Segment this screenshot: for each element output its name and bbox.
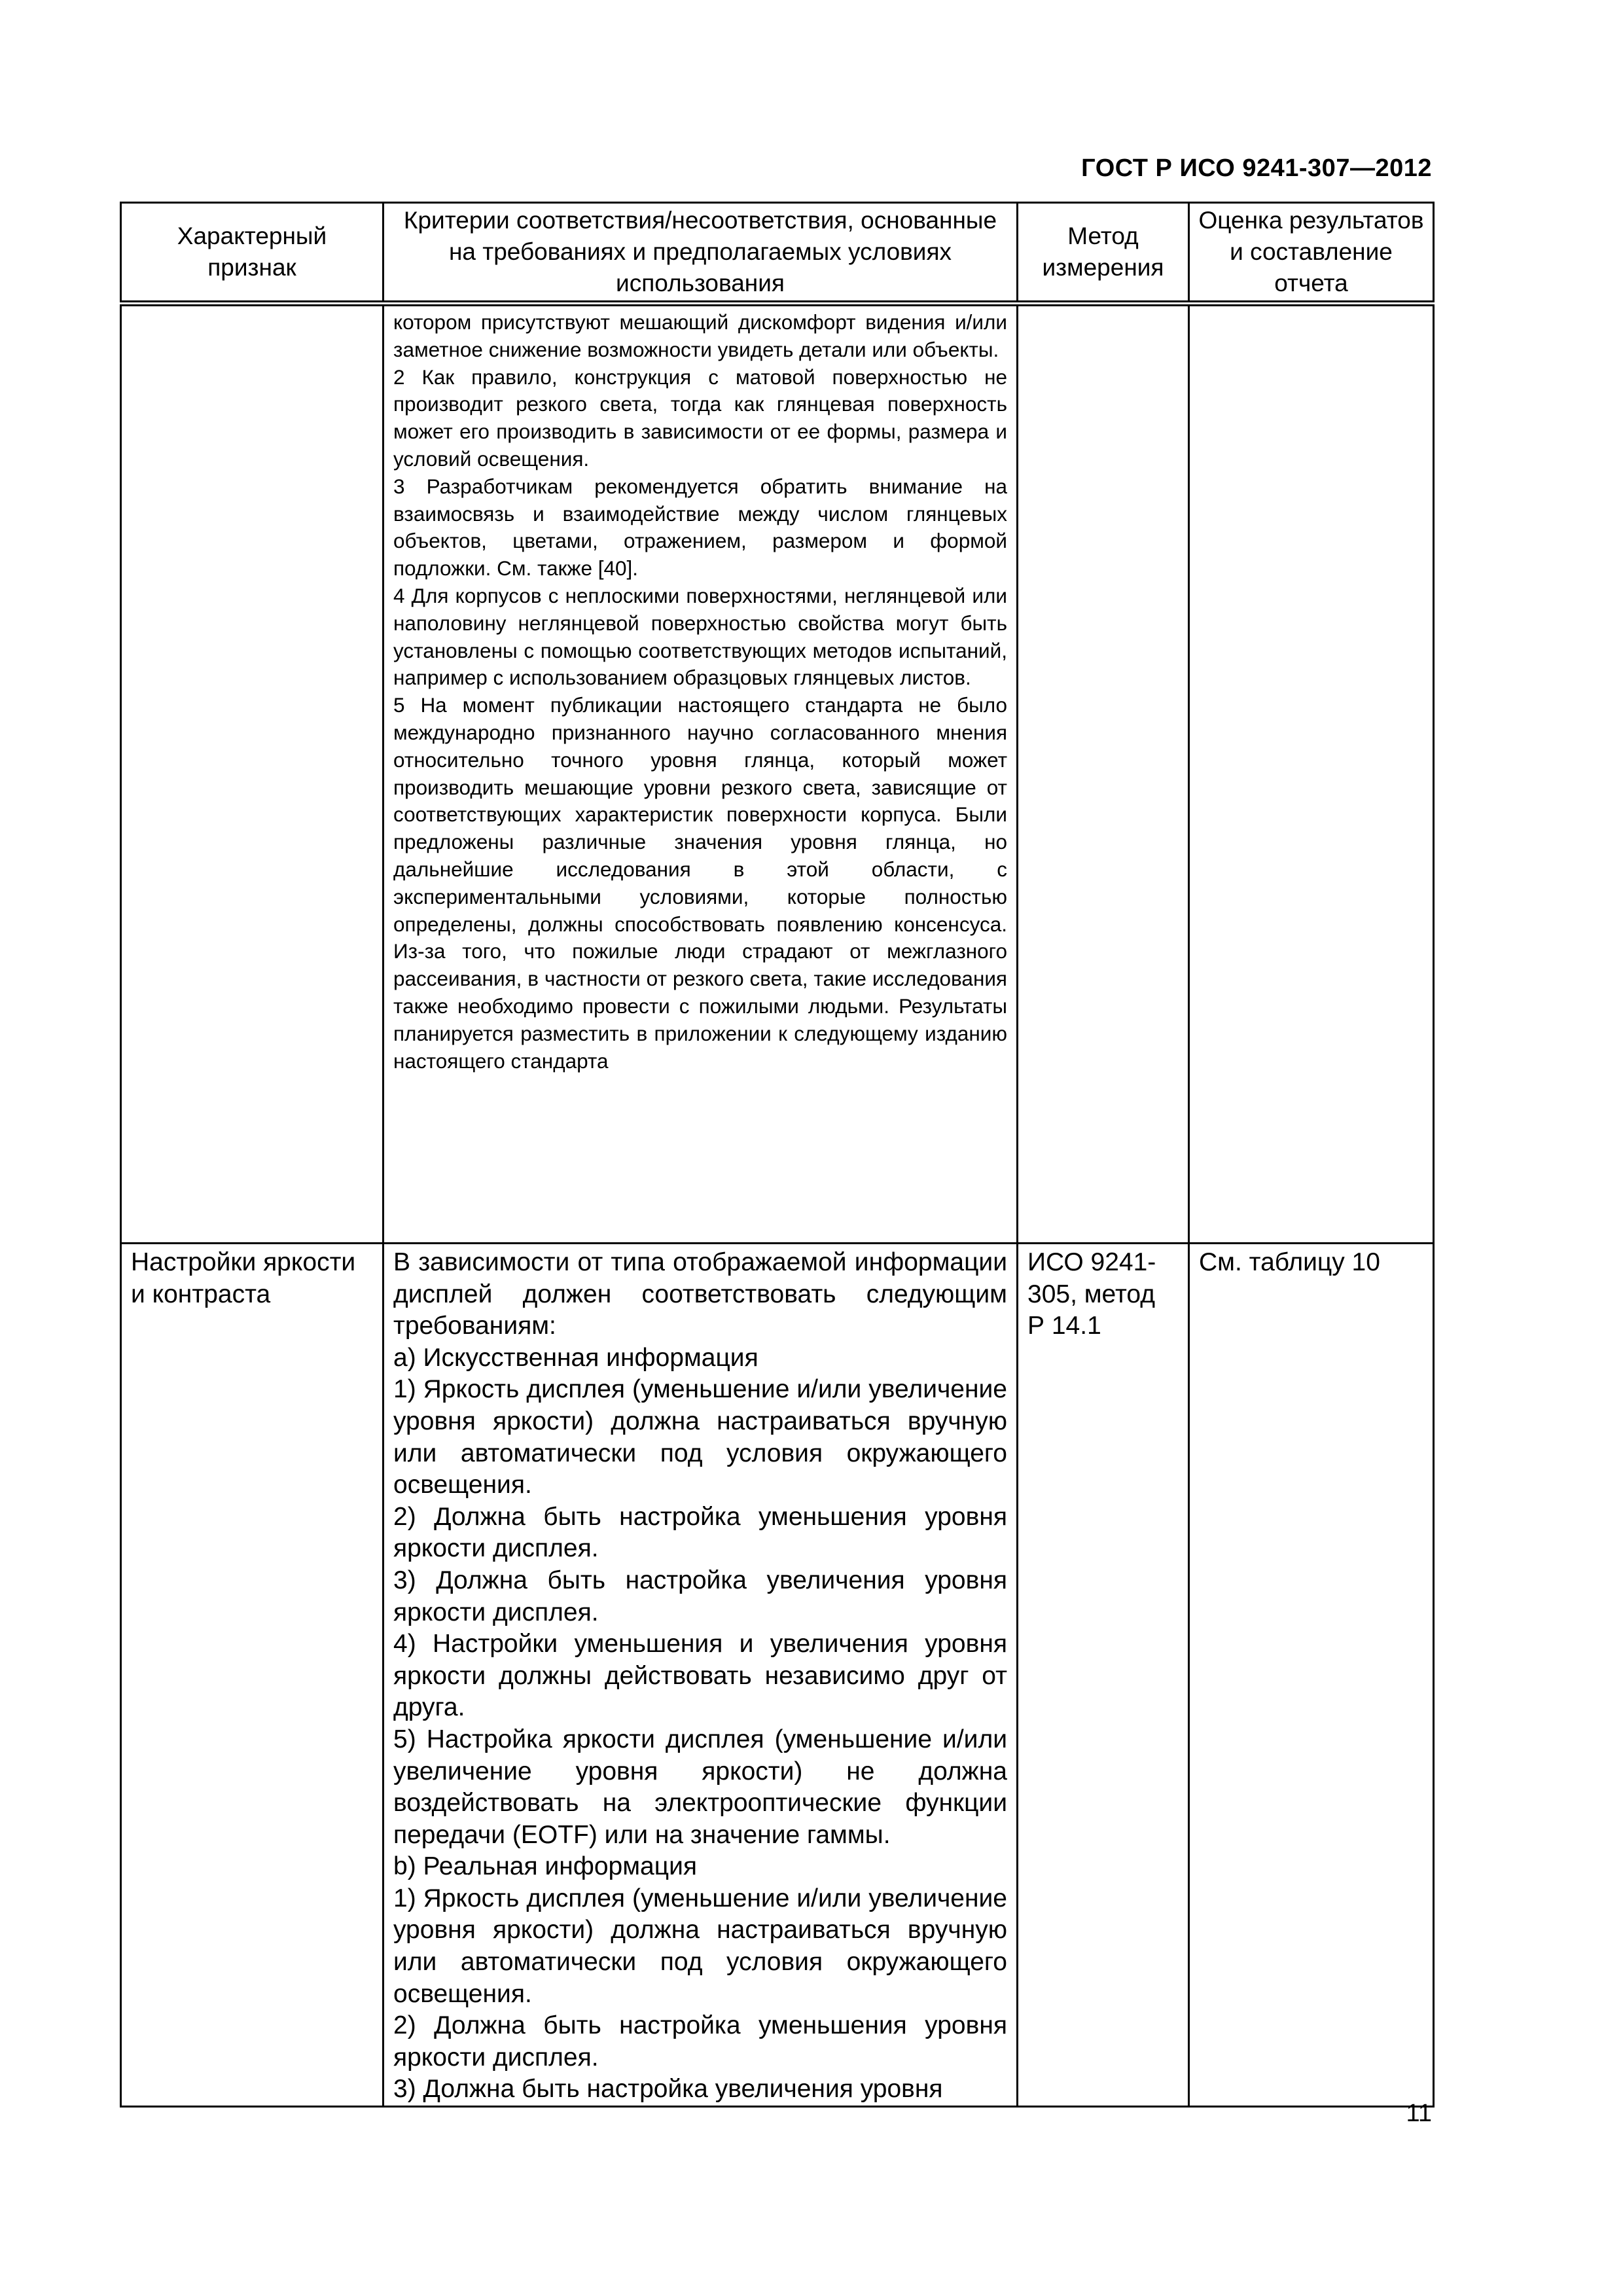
criteria-item: 3) Должна быть настройка увеличения уровня [393,2075,943,2104]
table-row [121,304,1434,1244]
method-cell [1018,304,1189,1244]
feature-cell [121,304,383,1244]
column-header-criteria: Критерии соответствия/несоответствия, основанные на требованиях и предполагаемых условиях использования [383,203,1018,304]
page-number: 11 [1406,2100,1432,2127]
criteria-item: 1) Яркость дисплея (уменьшение и/или увеличение уровня яркости) должна настраиваться вручную или автоматически под условия окружающего освещения. [393,1884,1007,2008]
criteria-cell [383,304,1018,1244]
assessment-cell [1189,1244,1434,2107]
criteria-item: 5) Настройка яркости дисплея (уменьшение и/или увеличение уровня яркости) не должна воздействовать на электрооптические функции передачи (EOTF) или на значение гаммы. [393,1725,1007,1849]
note-3: 3 Разработчикам рекомендуется обратить внимание на взаимосвязь и взаимодействие между числом глянцевых объектов, цветами, отражением, размером и формой подложки. См. также [40]. [393,474,1007,581]
note-4: 4 Для корпусов с неплоскими поверхностями, неглянцевой или наполовину неглянцевой поверхностью свойства могут быть установлены с помощью соответствующих методов испытаний, например с использованием образцовых глянцевых листов. [393,583,1007,690]
criteria-item: 2) Должна быть настройка уменьшения уровня яркости дисплея. [393,1502,1007,1563]
criteria-cell [383,1244,1018,2107]
criteria-subheading: а) Искусственная информация [393,1343,758,1372]
criteria-item: 3) Должна быть настройка увеличения уровня яркости дисплея. [393,1566,1007,1626]
feature-text: Настройки яркости и контраста [131,1248,356,1308]
criteria-subheading: b) Реальная информация [393,1852,697,1881]
criteria-item: 4) Настройки уменьшения и увеличения уровня яркости должны действовать независимо друг от друга. [393,1630,1007,1722]
method-text: ИСО 9241-305, метод Р 14.1 [1027,1248,1156,1340]
criteria-item: 1) Яркость дисплея (уменьшение и/или увеличение уровня яркости) должна настраиваться вручную или автоматически под условия окружающего освещения. [393,1375,1007,1499]
requirements-table [120,202,1435,2108]
criteria-paragraph: В зависимости от типа отображаемой информации дисплей должен соответствовать следующим требованиям: [393,1248,1007,1340]
method-cell [1018,1244,1189,2107]
table-row [121,1244,1434,2107]
assessment-cell [1189,304,1434,1244]
criteria-paragraph: котором присутствуют мешающий дискомфорт видения и/или заметное снижение возможности увидеть детали или объекты. [393,310,1007,361]
document-header: ГОСТ Р ИСО 9241-307—2012 [1081,154,1432,182]
column-header-feature: Характерный признак [121,203,383,304]
criteria-item: 2) Должна быть настройка уменьшения уровня яркости дисплея. [393,2011,1007,2072]
feature-cell [121,1244,383,2107]
note-2: 2 Как правило, конструкция с матовой поверхностью не производит резкого света, тогда как глянцевая поверхность может его производить в зависимости от ее формы, размера и условий освещения. [393,365,1007,471]
table-header-row [121,203,1434,304]
assessment-text: См. таблицу 10 [1199,1248,1380,1276]
column-header-assessment: Оценка результатов и составление отчета [1189,203,1434,304]
note-5: 5 На момент публикации настоящего стандарта не было международно признанного научно согласованного мнения относительно точного уровня глянца, который может производить мешающие уровни резкого света, зависящие от соответствующих характеристик поверхности корпуса. Были предложены различные значения уровня глянца, но дальнейшие исследования в этой области, с экспериментальными условиями, которые полностью определены, должны способствовать появлению консенсуса. Из-за того, что пожилые люди страдают от межглазного рассеивания, в частности от резкого света, такие исследования также необходимо провести с пожилыми людьми. Результаты планируется разместить в приложении к следующему изданию настоящего стандарта [393,693,1007,1073]
column-header-method: Метод измерения [1018,203,1189,304]
